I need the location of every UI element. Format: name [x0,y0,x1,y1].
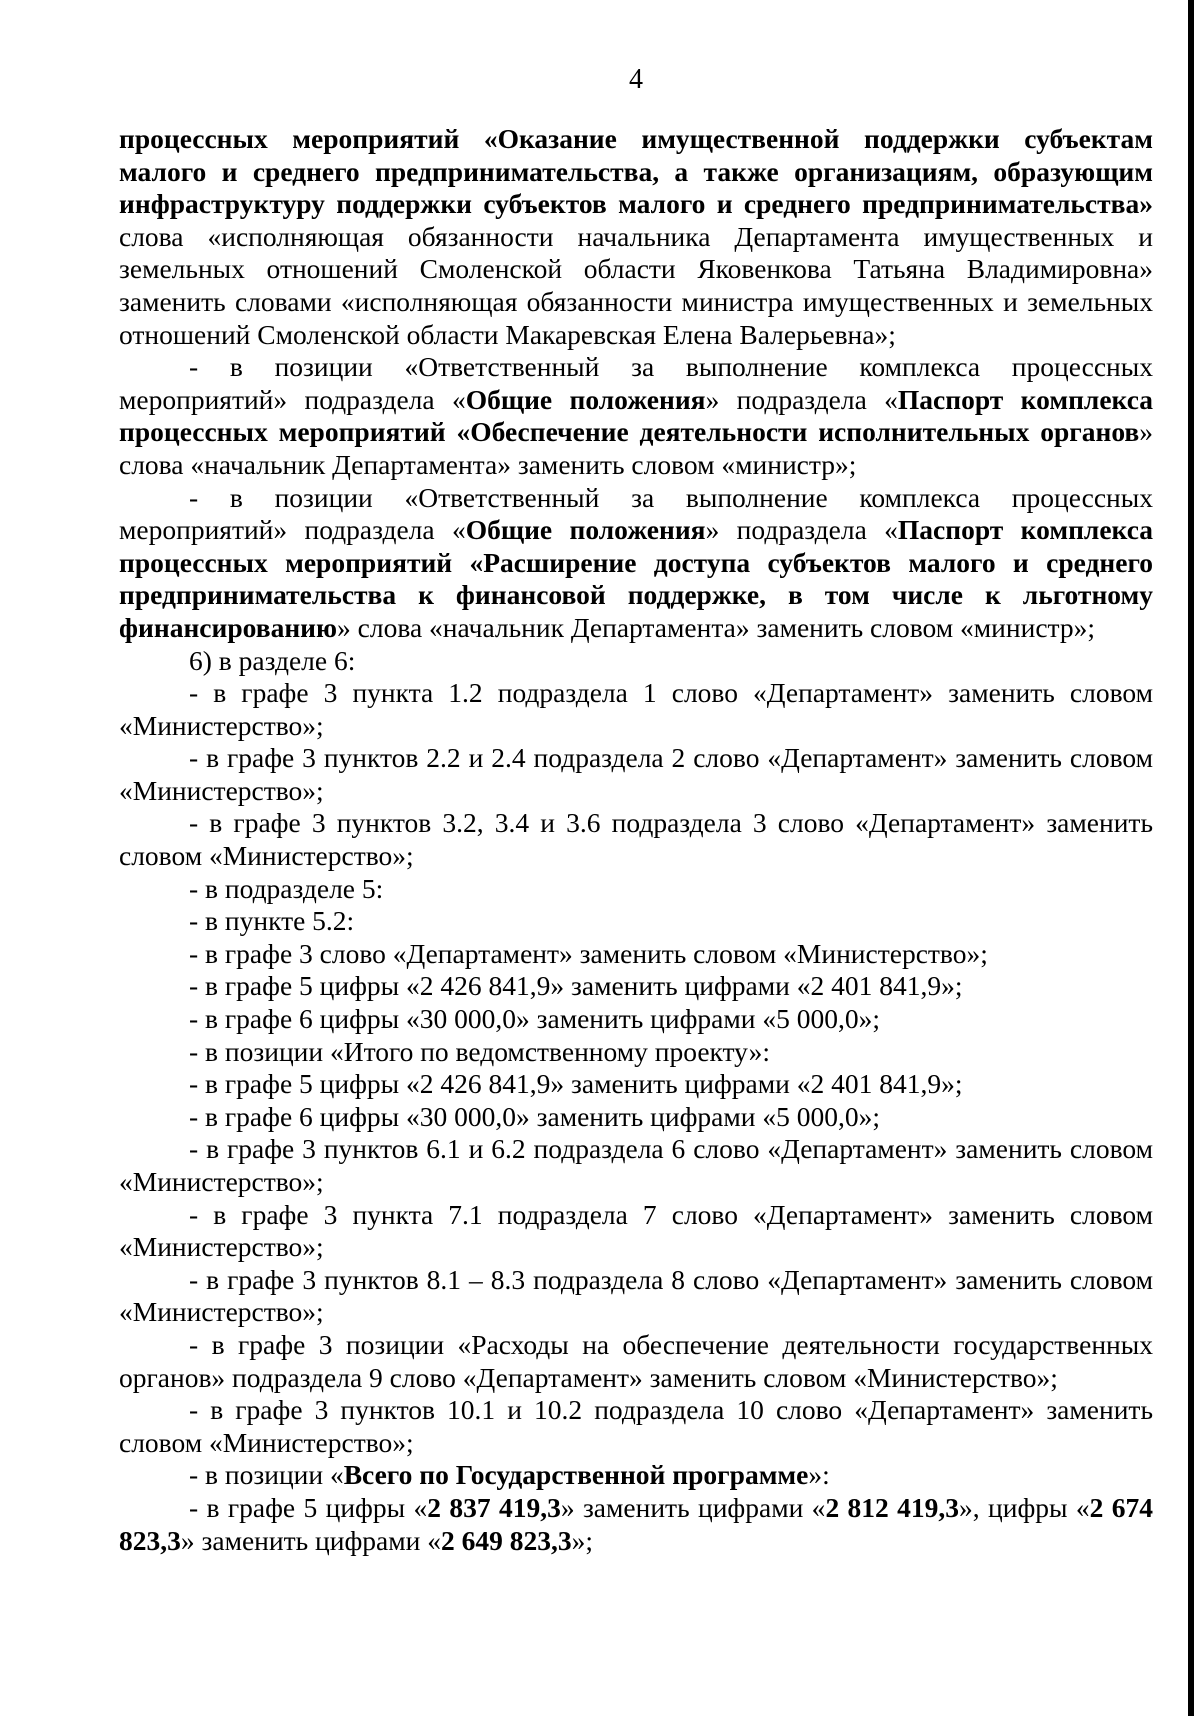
paragraph-position-2 [119,482,1153,645]
plain-text: » слова «начальник Департамента» заменить словом «министр»; [337,611,1096,643]
list-item: 6) в разделе 6: [189,644,356,676]
list-item: - в графе 6 цифры «30 000,0» заменить цифрами «5 000,0»; [189,1100,881,1132]
paragraph-total-position [119,1459,1153,1492]
plain-text: » заменить цифрами « [560,1491,826,1523]
plain-text: » слова «начальник Департамента» заменить словом «министр»; [119,416,1153,480]
bold-text: процессных мероприятий «Оказание имущественной поддержки субъектам малого и среднего предпринимательства, а также организациям, образующим инфраструктуру поддержки субъектов малого и среднего предпринимательства» [119,123,1153,220]
bold-text: Всего по Государственной программе [343,1459,809,1491]
list-item: - в графе 3 пункта 7.1 подраздела 7 слово «Департамент» заменить словом «Министерство»; [119,1198,1153,1263]
list-item: - в графе 3 пункта 1.2 подраздела 1 слово «Департамент» заменить словом «Министерство»; [119,677,1153,741]
list-item: - в подразделе 5: [189,872,384,904]
plain-text: - в графе 5 цифры « [189,1491,428,1523]
bold-text: 2 812 419,3 [825,1491,960,1523]
plain-text: »; [571,1524,594,1556]
plain-text: », цифры « [959,1491,1090,1523]
bold-text: 2 837 419,3 [427,1491,561,1523]
plain-text: - в позиции «Ответственный за выполнение комплекса процессных мероприятий» подраздела « [119,481,1153,546]
bold-text: Паспорт комплекса процессных мероприятий «Обеспечение деятельности исполнительных органов [119,383,1153,448]
list-item: - в графе 5 цифры «2 426 841,9» заменить цифрами «2 401 841,9»; [189,970,963,1002]
plain-text: » подраздела « [705,383,898,415]
bold-text: Паспорт комплекса процессных мероприятий «Расширение доступа субъектов малого и среднего предпринимательства к финансовой поддержке, в том числе к льготному финансированию [119,514,1153,643]
list-item: - в графе 3 пунктов 8.1 – 8.3 подраздела 8 слово «Департамент» заменить словом «Министерство»; [119,1263,1153,1328]
bold-text: 2 674 823,3 [119,1491,1154,1556]
list-item: - в графе 3 пунктов 2.2 и 2.4 подраздела 2 слово «Департамент» заменить словом «Министерство»; [119,742,1153,806]
plain-text: » заменить цифрами « [180,1524,441,1556]
bold-text: Общие положения [465,514,706,546]
list-item: - в позиции «Итого по ведомственному проекту»: [189,1035,771,1067]
plain-text: » подраздела « [705,514,898,546]
list-item: - в графе 3 пунктов 3.2, 3.4 и 3.6 подраздела 3 слово «Департамент» заменить словом «Министерство»; [119,807,1153,872]
plain-text: - в позиции « [189,1459,344,1491]
list-item: - в графе 3 пунктов 6.1 и 6.2 подраздела 6 слово «Департамент» заменить словом «Министерство»; [119,1133,1153,1197]
paragraph-intro [119,123,1153,351]
bold-text: 2 649 823,3 [441,1524,572,1556]
list-item: - в графе 3 пунктов 10.1 и 10.2 подраздела 10 слово «Департамент» заменить словом «Министерство»; [119,1394,1153,1458]
plain-text: »: [808,1459,830,1491]
plain-text: - в позиции «Ответственный за выполнение комплекса процессных мероприятий» подраздела « [119,351,1153,415]
paragraph-position-1 [119,351,1153,481]
page-number: 4 [629,64,643,95]
list-item: - в графе 5 цифры «2 426 841,9» заменить цифрами «2 401 841,9»; [189,1068,963,1100]
list-item: - в графе 6 цифры «30 000,0» заменить цифрами «5 000,0»; [189,1003,881,1035]
list-item: - в графе 3 позиции «Расходы на обеспечение деятельности государственных органов» подраздела 9 слово «Департамент» заменить словом «Министерство»; [119,1328,1153,1393]
list-item: - в пункте 5.2: [189,905,355,937]
list-item: - в графе 3 слово «Департамент» заменить словом «Министерство»; [189,937,988,969]
plain-text: слова «исполняющая обязанности начальника Департамента имущественных и земельных отношений Смоленской области Яковенкова Татьяна Владимировна» заменить словами «исполняющая обязанности министра имущественных и земельных отношений Смоленской области Макаревская Елена Валерьевна»; [119,220,1153,350]
page-edge-border [1188,0,1194,1716]
document-body [119,123,1153,1557]
paragraph-total-figures [119,1492,1153,1557]
bold-text: Общие положения [465,383,706,415]
